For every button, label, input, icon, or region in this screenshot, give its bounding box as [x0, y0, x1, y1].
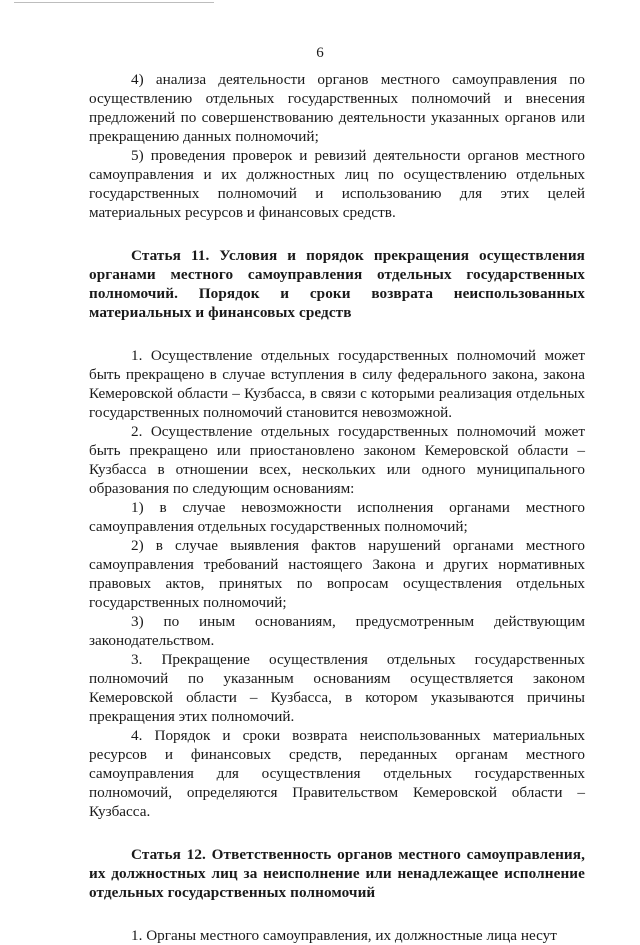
- page-number: 6: [316, 45, 324, 61]
- paragraph-11-2: 2. Осуществление отдельных государственных полномочий может быть прекращено или приостановлено законом Кемеровской области – Кузбасса в отношении всех, нескольких или одного муниципального образования по следующим основаниям:: [89, 423, 585, 497]
- paragraph-11-2-3: 3) по иным основаниям, предусмотренным действующим законодательством.: [89, 613, 585, 649]
- paragraph-12-1: 1. Органы местного самоуправления, их должностные лица несут: [131, 927, 557, 944]
- paragraph-11-4: 4. Порядок и сроки возврата неиспользованных материальных ресурсов и финансовых средств, переданных органам местного самоуправления для осуществления отдельных государственных полномочий, определяются Правительством Кемеровской области – Кузбасса.: [89, 727, 585, 820]
- spacer: [89, 821, 585, 845]
- spacer: [89, 222, 585, 246]
- article-12-heading: Статья 12. Ответственность органов местного самоуправления, их должностных лиц за неисполнение или ненадлежащее исполнение отдельных государственных полномочий: [89, 846, 585, 901]
- paragraph-11-3: 3. Прекращение осуществления отдельных государственных полномочий по указанным основаниям осуществляется законом Кемеровской области – Кузбасса, в котором указываются причины прекращения этих полномочий.: [89, 651, 585, 725]
- spacer: [89, 902, 585, 926]
- paragraph-11-1: 1. Осуществление отдельных государственных полномочий может быть прекращено в случае вступления в силу федерального закона, закона Кемеровской области – Кузбасса, в связи с которыми реализация отдельных государственных полномочий становится невозможной.: [89, 347, 585, 421]
- spacer: [89, 322, 585, 346]
- paragraph-item-4: 4) анализа деятельности органов местного самоуправления по осуществлению отдельных государственных полномочий и внесения предложений по совершенствованию деятельности указанных органов или прекращению данных полномочий;: [89, 71, 585, 145]
- article-11-heading: Статья 11. Условия и порядок прекращения осуществления органами местного самоуправления отдельных государственных полномочий. Порядок и сроки возврата неиспользованных материальных и финансовых средств: [89, 247, 585, 321]
- paragraph-11-2-1: 1) в случае невозможности исполнения органами местного самоуправления отдельных государственных полномочий;: [89, 499, 585, 535]
- paragraph-item-5: 5) проведения проверок и ревизий деятельности органов местного самоуправления и их должностных лиц по осуществлению отдельных государственных полномочий и использованию для этих целей материальных ресурсов и финансовых средств.: [89, 147, 585, 221]
- paragraph-11-2-2: 2) в случае выявления фактов нарушений органами местного самоуправления требований настоящего Закона и других нормативных правовых актов, принятых по вопросам осуществления отдельных государственных полномочий;: [89, 537, 585, 611]
- scan-top-line: [14, 2, 214, 5]
- document-body: [89, 70, 585, 945]
